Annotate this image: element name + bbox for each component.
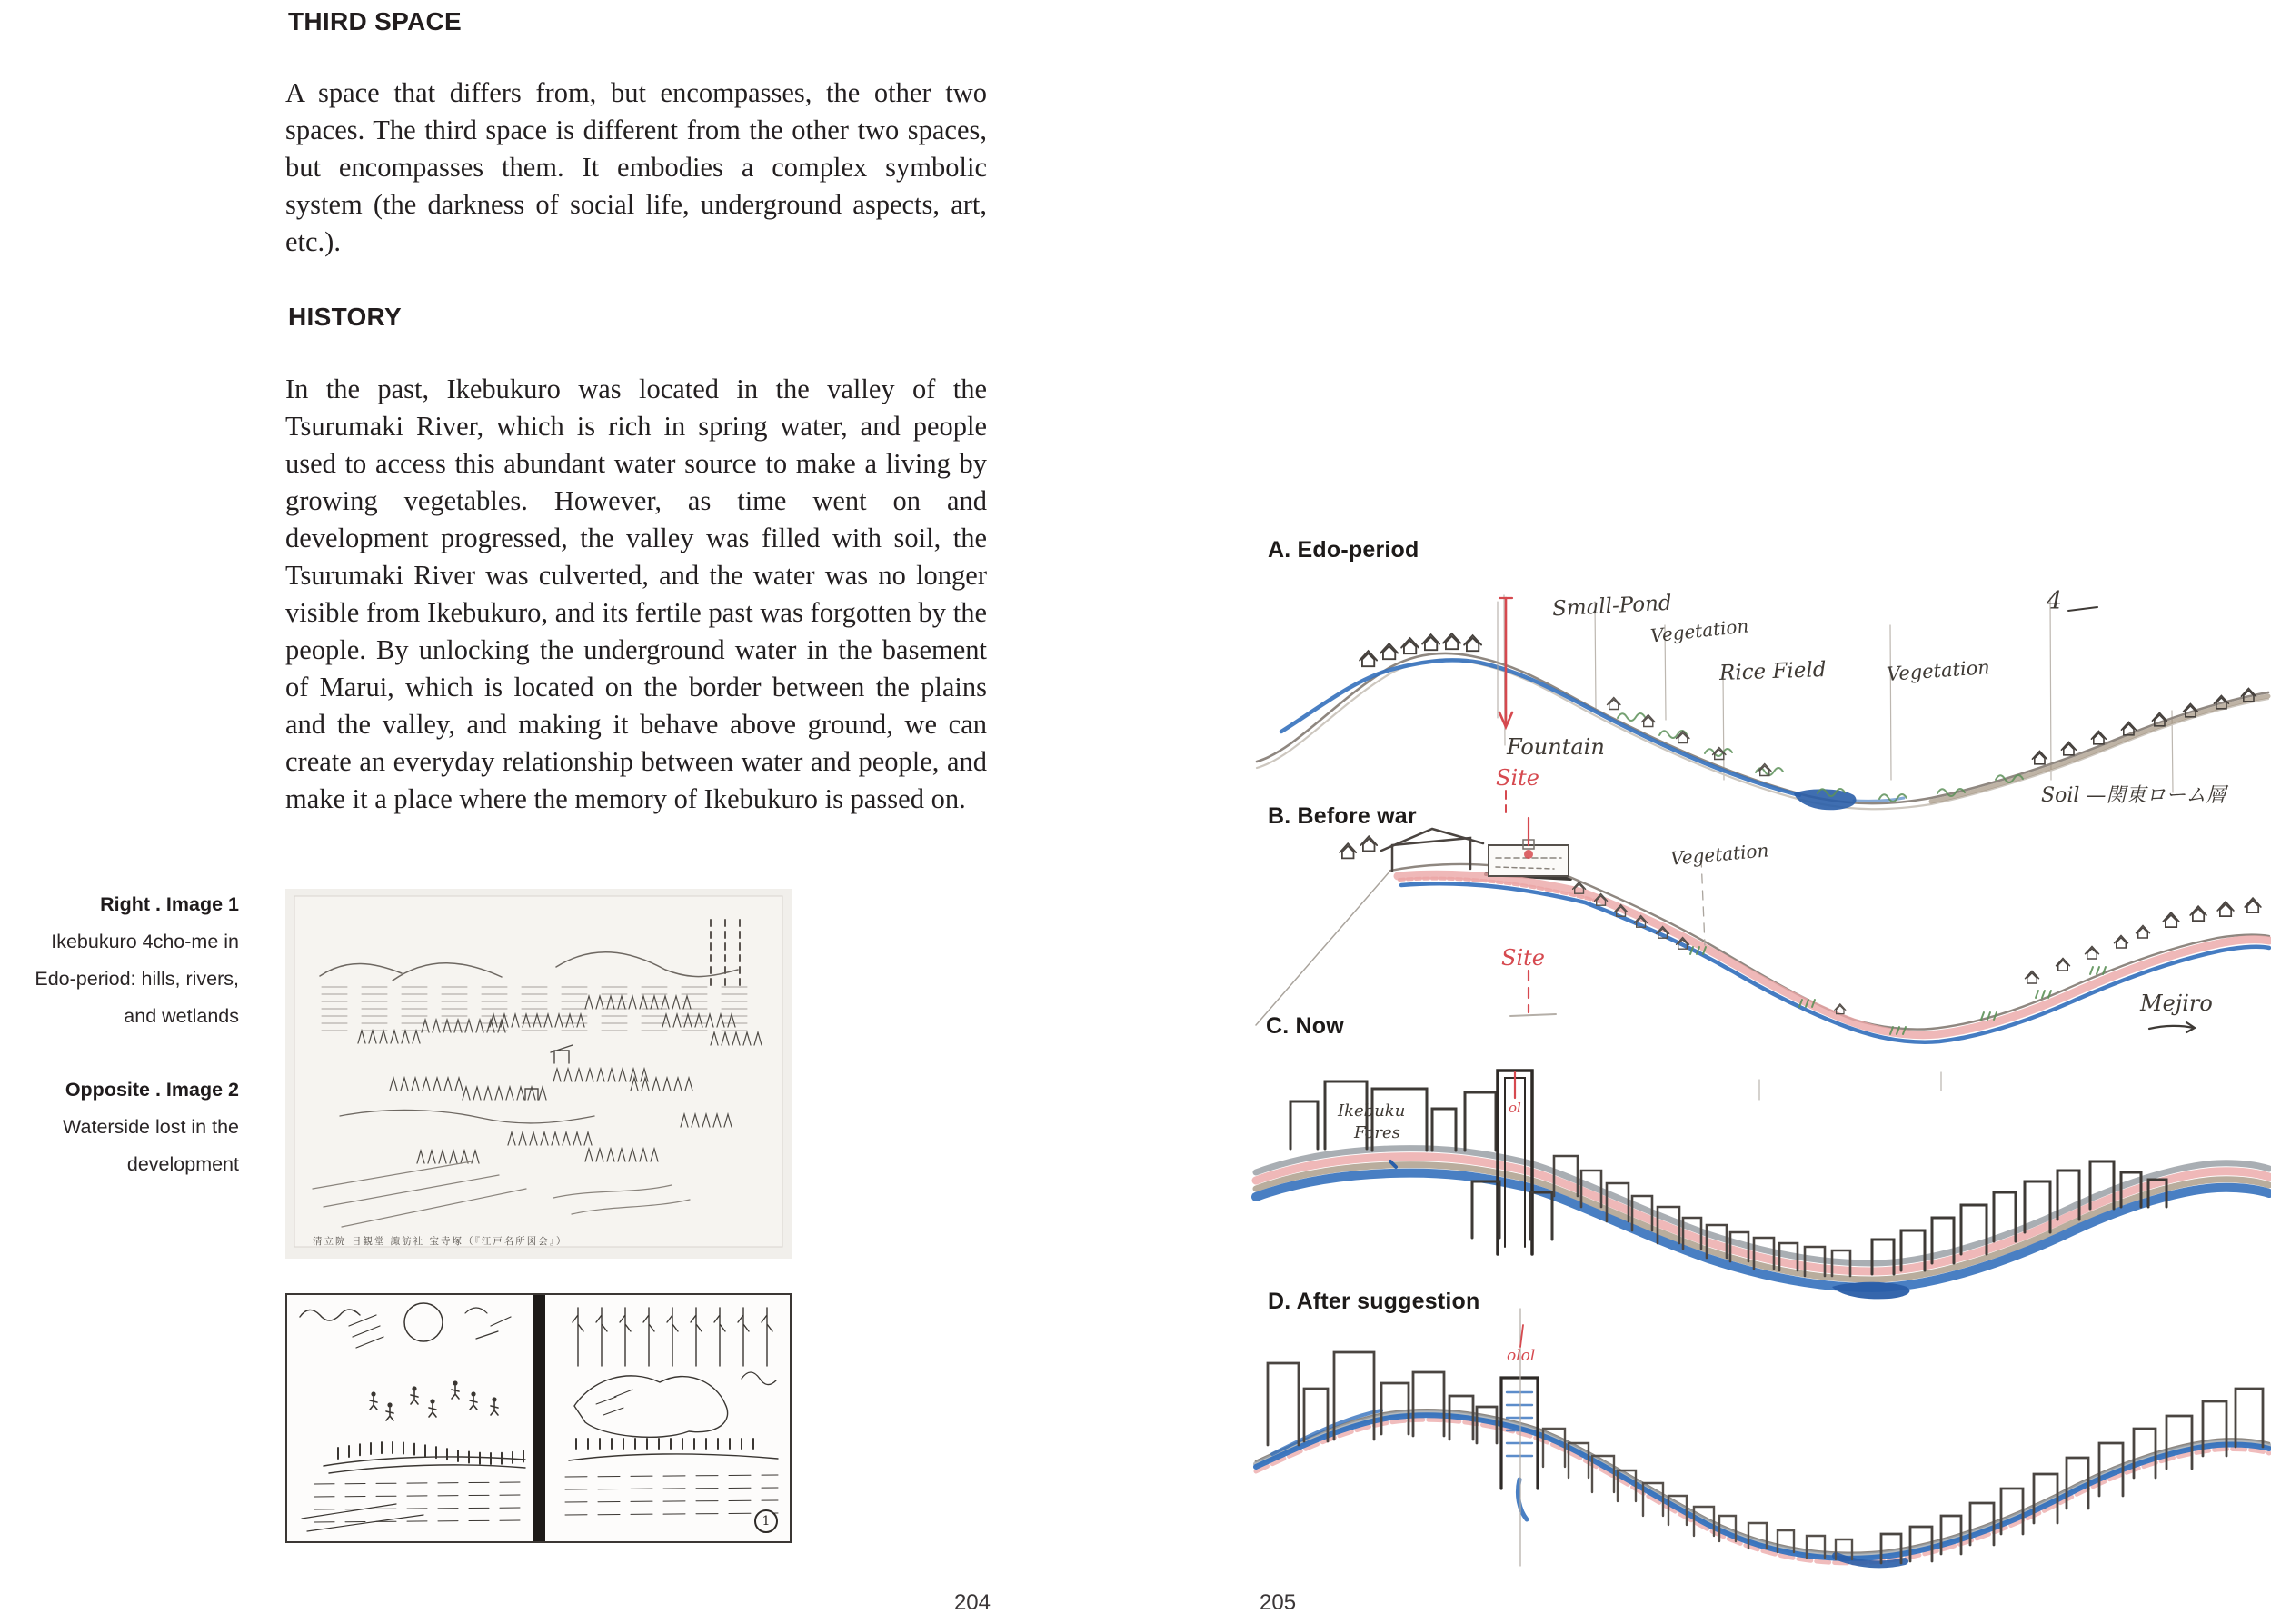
annotation-site-b: Site <box>1501 945 1545 971</box>
annotation-soil: Soil —関東ローム層 <box>2041 784 2226 807</box>
sketch-a-label: A. Edo-period <box>1268 537 1419 563</box>
sketch-d-label: D. After suggestion <box>1268 1289 1480 1314</box>
caption1-line: Edo-period: hills, rivers, <box>35 968 239 990</box>
annotation-ikebukuro-forest-1: Ikebuku <box>1338 1101 1406 1121</box>
caption1-title: Right . Image 1 <box>100 893 239 915</box>
annotation-rice-field: Rice Field <box>1718 657 1827 686</box>
sketch-c-drawing <box>1254 1045 2271 1295</box>
caption-gap <box>0 1035 239 1071</box>
waterside-drawing <box>287 1295 790 1541</box>
image2-panel-number: 1 <box>754 1509 778 1533</box>
sketch-b <box>1254 818 2271 1045</box>
heading-third-space: THIRD SPACE <box>288 7 463 35</box>
caption1-line: and wetlands <box>124 1005 239 1027</box>
paragraph-history: In the past, Ikebukuro was located in the valley of the Tsurumaki River, which is rich in spring water, and people used to access this abundant water source to make a living by growing vegetables. However, as time went on and development progressed, the valley was filled with soil, the Tsurumaki River was culverted, and the water was no longer visible from Ikebukuro, and its fertile past was forgotten by the people. By unlocking the underground water in the basement of Marui, which is located on the border between the plains and the valley, and making it behave above ground, we can create an everyday relationship between water and people, and make it a place where the memory of Ikebukuro is passed on. <box>285 374 987 814</box>
image2-waterside-sketch <box>285 1293 792 1543</box>
paragraph-third-space: A space that differs from, but encompasses, the other two spaces. The third space is different from the other two spaces, but encompasses them. It embodies a complex symbolic system (the darkness of social life, underground aspects, art, etc.). <box>285 77 987 257</box>
annotation-site-a: Site <box>1496 765 1539 791</box>
sketch-d-drawing <box>1254 1309 2271 1568</box>
annotation-vegetation-b: Vegetation <box>1669 839 1770 870</box>
sketch-d <box>1254 1309 2271 1568</box>
margin-captions <box>0 886 239 1183</box>
sketch-c-label: C. Now <box>1266 1013 1344 1039</box>
annotation-marui-logo-d: olol <box>1507 1347 1536 1365</box>
annotation-fountain: Fountain <box>1507 734 1605 760</box>
heading-history: HISTORY <box>288 303 403 331</box>
page-number-right: 205 <box>1260 1590 1297 1615</box>
annotation-vegetation-2: Vegetation <box>1886 656 1991 685</box>
sketch-a-drawing <box>1254 573 2271 813</box>
annotation-north-mark: 4 <box>2047 587 2063 615</box>
image1-edo-illustration <box>285 889 792 1259</box>
caption2-line: development <box>126 1153 239 1175</box>
image1-caption-jp: 清立院 日観堂 諏訪社 宝寺塚（『江戸名所図会』） <box>313 1236 568 1247</box>
page-number-left: 204 <box>953 1590 991 1615</box>
caption1-line: Ikebukuro 4cho-me in <box>51 931 239 952</box>
annotation-marui-logo-c: ol <box>1509 1100 1521 1116</box>
caption2-title: Opposite . Image 2 <box>65 1079 239 1101</box>
annotation-vegetation-1: Vegetation <box>1649 614 1750 647</box>
edo-drawing <box>285 889 792 1259</box>
annotation-mejiro: Mejiro <box>2140 991 2213 1016</box>
sketch-b-label: B. Before war <box>1268 803 1417 829</box>
annotation-small-pond: Small-Pond <box>1551 591 1673 622</box>
sketch-a <box>1254 573 2271 813</box>
annotation-ikebukuro-forest-2: Fores <box>1354 1123 1400 1142</box>
caption2-line: Waterside lost in the <box>63 1116 239 1138</box>
sketch-c <box>1254 1045 2271 1295</box>
